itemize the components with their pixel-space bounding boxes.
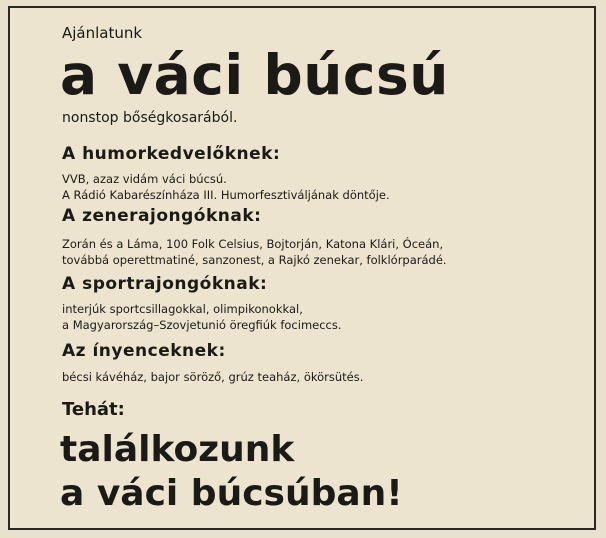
section-line: Zorán és a Láma, 100 Folk Celsius, Bojtorján, Katona Klári, Óceán, bbox=[62, 237, 444, 251]
section-line: a Magyarország–Szovjetunió öregfiúk focimeccs. bbox=[62, 318, 342, 332]
section-title-sport: A sportrajongóknak: bbox=[62, 274, 268, 294]
closing-text bbox=[60, 428, 403, 516]
section-title-gourmet: Az ínyenceknek: bbox=[62, 341, 226, 361]
section-line: VVB, azaz vidám váci búcsú. bbox=[62, 172, 227, 186]
section-line: bécsi kávéház, bajor söröző, grúz teaház, ökörsütés. bbox=[62, 370, 364, 384]
subline: nonstop bőségkosarából. bbox=[62, 110, 238, 126]
closing-line: a váci búcsúban! bbox=[60, 473, 403, 514]
intro-text: Ajánlatunk bbox=[62, 24, 143, 42]
section-line: A Rádió Kabarészínháza III. Humorfesztiváljának döntője. bbox=[62, 188, 390, 202]
section-title-music: A zenerajongóknak: bbox=[62, 206, 262, 226]
therefore-text: Tehát: bbox=[62, 399, 125, 420]
section-line: továbbá operettmatiné, sanzonest, a Rajkó zenekar, folklórparádé. bbox=[62, 253, 447, 267]
section-text-music bbox=[62, 236, 447, 268]
section-text-gourmet bbox=[62, 369, 363, 385]
closing-line: találkozunk bbox=[60, 429, 295, 470]
section-text-sport bbox=[62, 301, 342, 333]
advertisement bbox=[8, 6, 596, 530]
section-line: interjúk sportcsillagokkal, olimpikonokkal, bbox=[62, 302, 303, 316]
section-title-humor: A humorkedvelőknek: bbox=[62, 144, 281, 164]
headline: a váci búcsú bbox=[60, 43, 449, 107]
section-text-humor bbox=[62, 171, 390, 203]
